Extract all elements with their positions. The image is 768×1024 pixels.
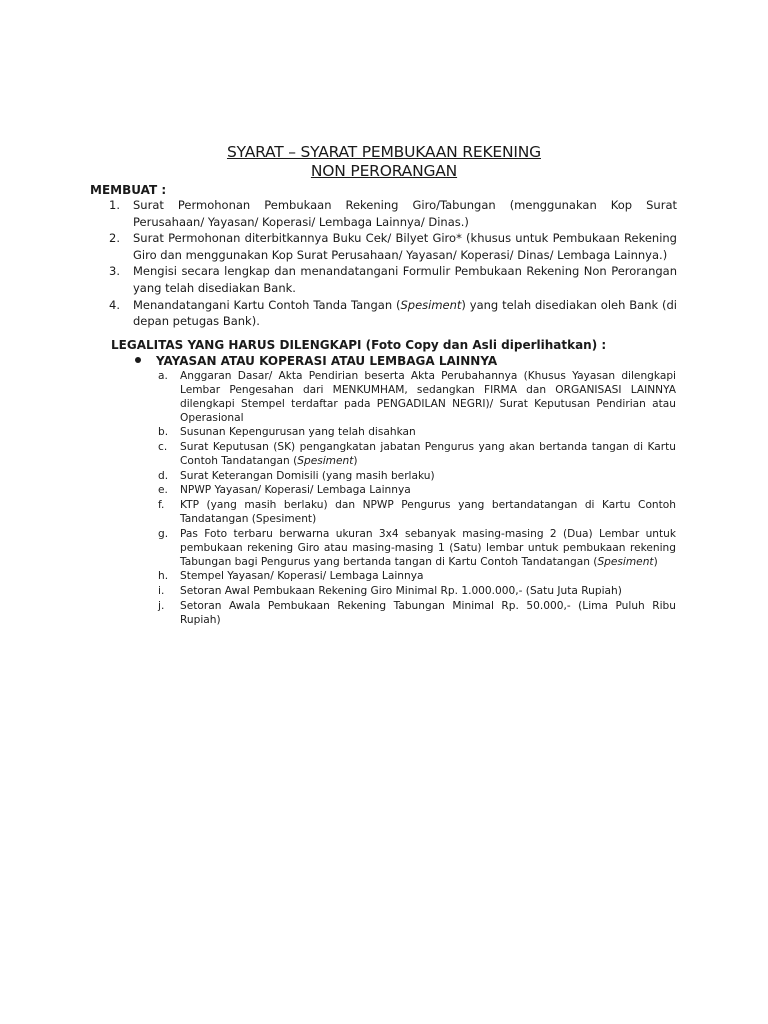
document-title-line-2: NON PERORANGAN (310, 162, 458, 180)
list-item-number: 3. (109, 264, 120, 279)
list-item (158, 470, 676, 484)
list-item-letter: g. (158, 527, 169, 540)
list-item-letter: f. (158, 499, 165, 512)
list-item-text: Stempel Yayasan/ Koperasi/ Lembaga Lainnya (180, 570, 424, 583)
list-item-letter: j. (158, 599, 165, 612)
bullet-icon (135, 357, 141, 363)
list-item-text-italic: Spesiment (400, 297, 462, 312)
list-item-text: Setoran Awal Pembukaan Rekening Giro Minimal Rp. 1.000.000,- (Satu Juta Rupiah) (180, 584, 622, 597)
list-item-letter: b. (158, 426, 169, 439)
list-item-text-before: Pas Foto terbaru berwarna ukuran 3x4 sebanyak masing-masing 2 (Dua) Lembar untuk pembukaan rekening Giro atau masing-masing 1 (Satu) lembar untuk pembukaan rekening Tabungan bagi Pengurus yang bertanda tangan di Kartu Contoh Tandatangan ( (180, 527, 676, 568)
list-item (109, 297, 677, 330)
list-item-text: Surat Keterangan Domisili (yang masih berlaku) (180, 469, 435, 482)
list-item (158, 484, 676, 498)
legalitas-heading: LEGALITAS YANG HARUS DILENGKAPI (Foto Copy dan Asli diperlihatkan) : (111, 338, 607, 352)
list-item-text: Anggaran Dasar/ Akta Pendirian beserta Akta Perubahannya (Khusus Yayasan dilengkapi Lembar Pengesahan dari MENKUMHAM, sedangkan FIRMA dan ORGANISASI LAINNYA dilengkapi Stempel terdaftar pada PENGADILAN NEGRI)/ Surat Keputusan Pendirian atau Operasional (180, 370, 676, 424)
list-item-text-italic: Spesiment (297, 455, 354, 468)
list-item-text-after: ) yang telah disediakan oleh Bank (di depan petugas Bank). (133, 297, 678, 329)
list-item-number: 4. (109, 297, 120, 312)
list-item-text: Susunan Kepengurusan yang telah disahkan (180, 426, 416, 439)
list-item-text-before: Surat Keputusan (SK) pengangkatan jabatan Pengurus yang akan bertanda tangan di Kartu Contoh Tandatangan ( (180, 441, 676, 468)
list-item-number: 2. (109, 231, 120, 246)
list-item-text: KTP (yang masih berlaku) dan NPWP Pengurus yang bertandatangan di Kartu Contoh Tandatangan (Spesiment) (180, 499, 676, 526)
list-item-text: Setoran Awala Pembukaan Rekening Tabungan Minimal Rp. 50.000,- (Lima Puluh Ribu Rupiah) (180, 599, 676, 626)
legalitas-sub-heading-row (135, 353, 497, 369)
document-title-line-1: SYARAT – SYARAT PEMBUKAAN REKENING (226, 143, 541, 161)
list-item (109, 230, 677, 263)
list-item (158, 585, 676, 599)
membuat-heading: MEMBUAT : (90, 183, 167, 197)
list-item-text: Surat Permohonan diterbitkannya Buku Cek/ Bilyet Giro* (khusus untuk Pembukaan Rekening Giro dan menggunakan Kop Surat Perusahaan/ Yayasan/ Koperasi/ Dinas/ Lembaga Lainnya.) (133, 231, 677, 262)
list-item (109, 197, 677, 230)
list-item (158, 570, 676, 584)
list-item-letter: c. (158, 441, 168, 454)
list-item-text-after: ) (653, 555, 658, 568)
list-item-text: NPWP Yayasan/ Koperasi/ Lembaga Lainnya (180, 484, 411, 497)
list-item-letter: i. (158, 584, 165, 597)
list-item (158, 528, 676, 570)
list-item-text: Mengisi secara lengkap dan menandatangani Formulir Pembukaan Rekening Non Perorangan yang telah disediakan Bank. (133, 264, 677, 295)
legalitas-list (158, 370, 676, 628)
list-item-text: Surat Permohonan Pembukaan Rekening Giro/Tabungan (menggunakan Kop Surat Perusahaan/ Yayasan/ Koperasi/ Lembaga Lainnya/ Dinas.) (133, 198, 677, 229)
legalitas-sub-heading: YAYASAN ATAU KOPERASI ATAU LEMBAGA LAINNYA (156, 354, 498, 368)
list-item-text-italic: Spesiment (597, 555, 654, 568)
list-item (158, 499, 676, 527)
list-item-letter: h. (158, 570, 169, 583)
list-item (158, 370, 676, 426)
list-item-text-after: ) (353, 455, 358, 468)
list-item (158, 441, 676, 469)
list-item-letter: e. (158, 484, 168, 497)
list-item-number: 1. (109, 198, 120, 212)
list-item-letter: a. (158, 370, 168, 382)
membuat-list (109, 197, 677, 330)
list-item-letter: d. (158, 469, 169, 482)
list-item (109, 263, 677, 296)
list-item (158, 600, 676, 628)
list-item-text-before: Menandatangani Kartu Contoh Tanda Tangan ( (133, 297, 401, 312)
list-item (158, 426, 676, 440)
